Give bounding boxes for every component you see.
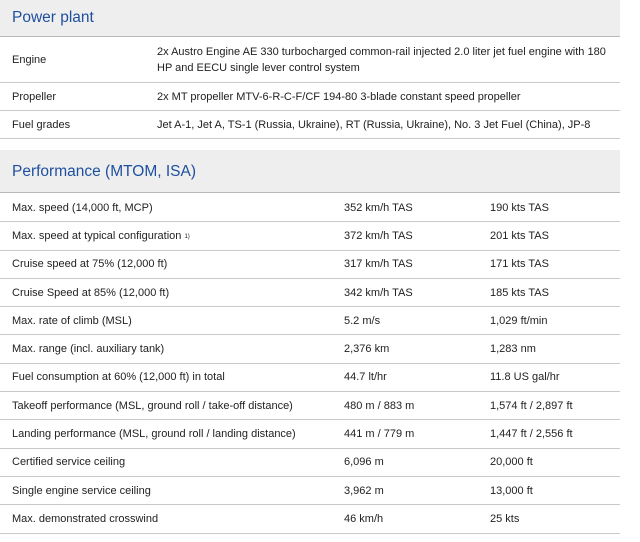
- metric-value: 44.7 lt/hr: [344, 371, 387, 384]
- metric-value: 480 m / 883 m: [344, 399, 415, 412]
- row-label: [12, 194, 342, 221]
- table-row: [0, 194, 620, 222]
- table-row: [0, 222, 620, 250]
- metric-value: 46 km/h: [344, 512, 384, 525]
- table-row: [0, 477, 620, 505]
- table-row: [0, 251, 620, 279]
- table-row: [0, 392, 620, 420]
- performance-title: Performance (MTOM, ISA): [12, 163, 197, 180]
- row-value: 2x MT propeller MTV-6-R-C-F/CF 194-80 3-blade constant speed propeller: [157, 90, 521, 103]
- us-value: 185 kts TAS: [490, 286, 549, 299]
- row-label-text: Cruise speed at 75% (12,000 ft): [12, 258, 168, 271]
- row-value: Jet A-1, Jet A, TS-1 (Russia, Ukraine), RT (Russia, Ukraine), No. 3 Jet Fuel (China), JP-8: [157, 118, 591, 131]
- performance-heading: [0, 150, 620, 193]
- row-label: [12, 420, 342, 447]
- row-label: [12, 505, 342, 532]
- row-label: [12, 449, 342, 476]
- metric-value: 3,962 m: [344, 484, 384, 497]
- us-value: 1,283 nm: [490, 343, 536, 356]
- row-label: Propeller: [12, 90, 57, 103]
- metric-value: 441 m / 779 m: [344, 428, 415, 441]
- metric-value: 372 km/h TAS: [344, 229, 413, 242]
- row-label-text: Fuel consumption at 60% (12,000 ft) in total: [12, 371, 225, 384]
- metric-value: 5.2 m/s: [344, 314, 381, 327]
- table-row: [0, 505, 620, 533]
- power-plant-table: [0, 38, 620, 139]
- row-label-text: Max. speed (14,000 ft, MCP): [12, 201, 153, 214]
- row-label-text: Max. range (incl. auxiliary tank): [12, 343, 165, 356]
- row-value: 2x Austro Engine AE 330 turbocharged common-rail injected 2.0 liter jet fuel engine with 180 HP and EECU single lever control system: [157, 46, 606, 74]
- us-value: 25 kts: [490, 512, 520, 525]
- row-label: [12, 477, 342, 504]
- row-label-text: Takeoff performance (MSL, ground roll / take-off distance): [12, 399, 293, 412]
- us-value: 11.8 US gal/hr: [490, 371, 560, 384]
- row-label-text: Max. speed at typical configuration: [12, 229, 182, 242]
- metric-value: 352 km/h TAS: [344, 201, 413, 214]
- row-label: [12, 279, 342, 306]
- table-row-propeller: [0, 83, 620, 111]
- table-row-engine: [0, 38, 620, 83]
- metric-value: 2,376 km: [344, 343, 390, 356]
- row-label: [12, 392, 342, 419]
- power-plant-heading: [0, 0, 620, 37]
- table-row: [0, 449, 620, 477]
- row-label-text: Landing performance (MSL, ground roll / landing distance): [12, 428, 296, 441]
- us-value: 1,574 ft / 2,897 ft: [490, 399, 573, 412]
- metric-value: 6,096 m: [344, 456, 384, 469]
- row-label-text: Certified service ceiling: [12, 456, 126, 469]
- power-plant-title: Power plant: [12, 9, 94, 26]
- table-row: [0, 364, 620, 392]
- row-label: [12, 335, 342, 362]
- row-label: [12, 307, 342, 334]
- row-label-text: Max. rate of climb (MSL): [12, 314, 132, 327]
- row-label: [12, 364, 342, 391]
- table-row: [0, 420, 620, 448]
- metric-value: 342 km/h TAS: [344, 286, 413, 299]
- footnote-marker: 1): [184, 233, 190, 240]
- row-label: Fuel grades: [12, 118, 71, 131]
- row-label: [12, 222, 342, 249]
- performance-table: [0, 194, 620, 534]
- row-label: [12, 251, 342, 278]
- row-label-text: Max. demonstrated crosswind: [12, 512, 159, 525]
- us-value: 13,000 ft: [490, 484, 533, 497]
- us-value: 190 kts TAS: [490, 201, 549, 214]
- row-label-text: Cruise Speed at 85% (12,000 ft): [12, 286, 170, 299]
- us-value: 1,447 ft / 2,556 ft: [490, 428, 573, 441]
- table-row-fuel-grades: [0, 111, 620, 139]
- table-row: [0, 279, 620, 307]
- metric-value: 317 km/h TAS: [344, 258, 413, 271]
- row-label-text: Single engine service ceiling: [12, 484, 151, 497]
- table-row: [0, 335, 620, 363]
- table-row: [0, 307, 620, 335]
- us-value: 20,000 ft: [490, 456, 533, 469]
- row-label: Engine: [12, 54, 47, 66]
- us-value: 171 kts TAS: [490, 258, 549, 271]
- us-value: 201 kts TAS: [490, 229, 549, 242]
- us-value: 1,029 ft/min: [490, 314, 548, 327]
